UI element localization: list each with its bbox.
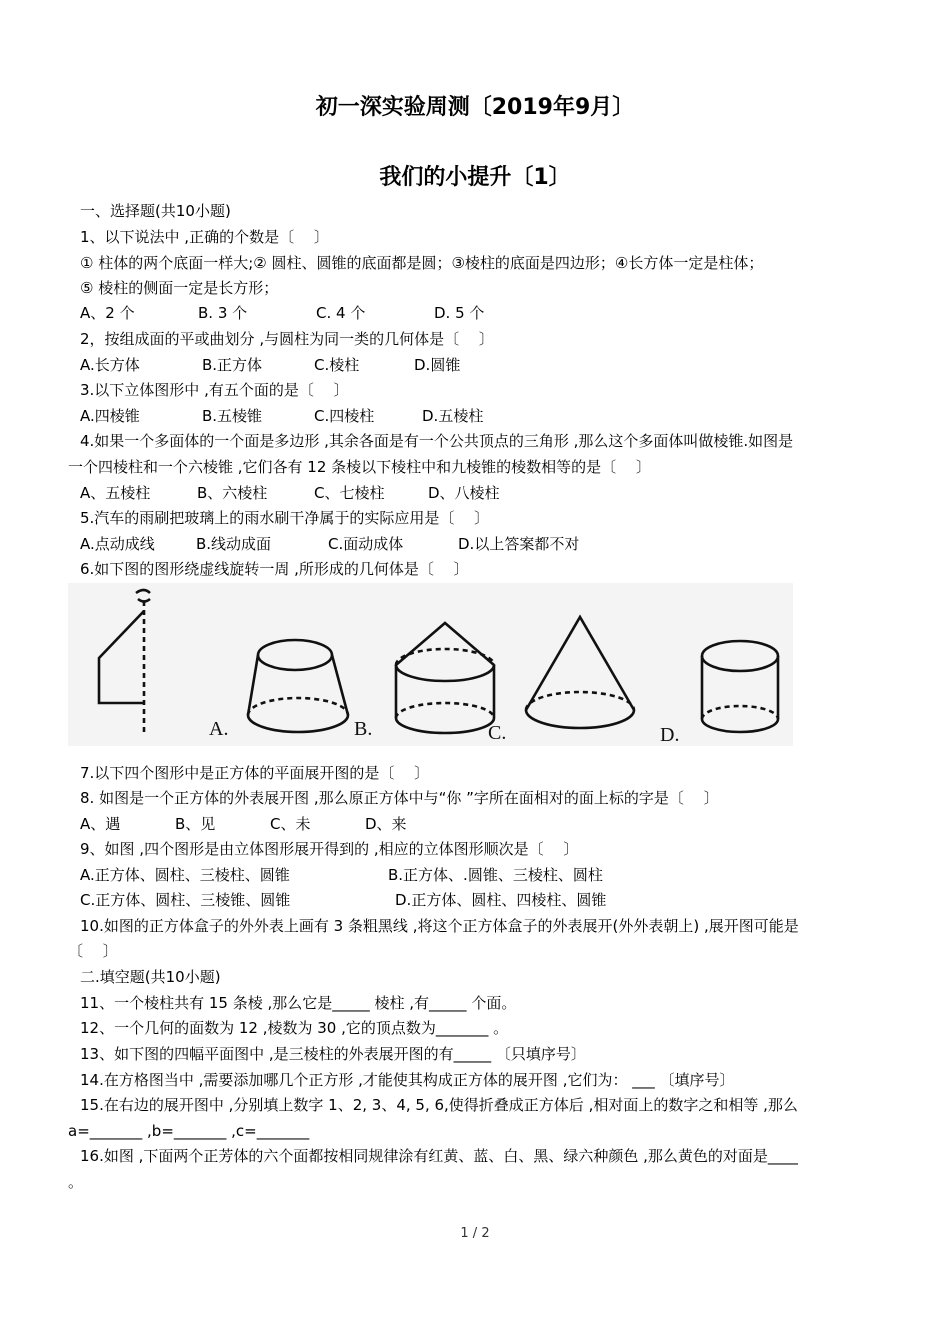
figure-label-b: B. <box>354 718 373 740</box>
section-fill-in: 二.填空题(共10小题) <box>80 968 221 986</box>
figure-label-d: D. <box>660 724 680 746</box>
question-6: 6.如下图的图形绕虚线旋转一周 ,所形成的几何体是〔 〕 <box>80 560 469 578</box>
question-8: 8. 如图是一个正方体的外表展开图 ,那么原正方体中与“你 ”字所在面相对的面上标的字是〔 〕 <box>80 789 719 807</box>
question-1-options <box>80 303 484 323</box>
question-3-options <box>80 406 483 426</box>
option-b: B、见 <box>175 815 216 833</box>
question-2-options <box>80 355 460 375</box>
option-a: A、2 个 <box>80 304 135 322</box>
question-10-line-1: 10.如图的正方体盒子的外外表上画有 3 条粗黑线 ,将这个正方体盒子的外表展开(外外表朝上) ,展开图可能是 <box>80 917 799 935</box>
option-b: B.线动成面 <box>196 535 272 553</box>
option-b: B.正方体、.圆锥、三棱柱、圆柱 <box>388 866 603 884</box>
option-c: C. 4 个 <box>316 304 366 322</box>
option-a: A、遇 <box>80 815 121 833</box>
figure-label-c: C. <box>488 722 507 744</box>
option-d: D.正方体、圆柱、四棱柱、圆锥 <box>395 891 607 909</box>
option-b: B.正方体 <box>202 356 263 374</box>
question-4-options <box>80 483 500 503</box>
original-shape <box>99 590 150 735</box>
question-9-options-row-1 <box>80 865 603 885</box>
option-a: A.长方体 <box>80 356 140 374</box>
option-b: B.五棱锥 <box>202 407 263 425</box>
shape-c-cone <box>526 617 634 728</box>
page-subtitle: 我们的小提升〔1〕 <box>379 165 571 190</box>
question-12: 12、一个几何的面数为 12 ,棱数为 30 ,它的顶点数为_______ 。 <box>80 1019 509 1037</box>
option-d: D.五棱柱 <box>422 407 484 425</box>
option-b: B. 3 个 <box>198 304 248 322</box>
question-1-statement-2: ⑤ 棱柱的侧面一定是长方形； <box>80 279 279 297</box>
question-14: 14.在方格图当中 ,需要添加哪几个正方形 ,才能使其构成正方体的展开图 ,它们为： ___ 〔填序号〕 <box>80 1071 735 1089</box>
figure-label-a: A. <box>209 718 229 740</box>
question-2: 2，按组成面的平或曲划分 ,与圆柱为同一类的几何体是〔 〕 <box>80 330 494 348</box>
option-d: D.以上答案都不对 <box>458 535 580 553</box>
option-a: A.正方体、圆柱、三棱柱、圆锥 <box>80 866 290 884</box>
option-a: A.点动成线 <box>80 535 155 553</box>
shape-b-cone-cylinder <box>396 623 494 733</box>
option-c: C、七棱柱 <box>314 484 385 502</box>
question-1: 1、以下说法中 ,正确的个数是〔 〕 <box>80 228 329 246</box>
rotation-figure-svg <box>68 583 793 746</box>
question-7: 7.以下四个图形中是正方体的平面展开图的是〔 〕 <box>80 764 430 782</box>
option-b: B、六棱柱 <box>197 484 268 502</box>
option-c: C.面动成体 <box>328 535 404 553</box>
question-9-options-row-2 <box>80 890 606 910</box>
option-d: D. 5 个 <box>434 304 485 322</box>
rotation-arrow-icon <box>136 590 150 602</box>
shape-d-cylinder <box>702 641 778 732</box>
question-4-line-2: 一个四棱柱和一个六棱锥 ,它们各有 12 条棱以下棱柱中和九棱锥的棱数相等的是〔 〕 <box>68 458 651 476</box>
question-13: 13、如下图的四幅平面图中 ,是三棱柱的外表展开图的有_____ 〔只填序号〕 <box>80 1045 586 1063</box>
question-3: 3.以下立体图形中 ,有五个面的是〔 〕 <box>80 381 349 399</box>
option-d: D、来 <box>365 815 407 833</box>
question-4-line-1: 4.如果一个多面体的一个面是多边形 ,其余各面是有一个公共顶点的三角形 ,那么这个多面体叫做棱锥.如图是 <box>80 432 794 450</box>
option-c: C.正方体、圆柱、三棱锥、圆锥 <box>80 891 291 909</box>
page-title: 初一深实验周测〔2019年9月〕 <box>315 95 635 120</box>
question-5: 5.汽车的雨刷把玻璃上的雨水刷干净属于的实际应用是〔 〕 <box>80 509 490 527</box>
option-c: C.四棱柱 <box>314 407 375 425</box>
shape-a-frustum <box>248 640 348 732</box>
question-16-line-1: 16.如图 ,下面两个正芳体的六个面都按相同规律涂有红黄、蓝、白、黑、绿六种颜色 ,那么黄色的对面是____ <box>80 1147 798 1165</box>
option-d: D、八棱柱 <box>428 484 500 502</box>
question-9: 9、如图 ,四个图形是由立体图形展开得到的 ,相应的立体图形顺次是〔 〕 <box>80 840 579 858</box>
question-1-statement-1: ① 柱体的两个底面一样大;② 圆柱、圆锥的底面都是圆；③棱柱的底面是四边形；④长方体一定是柱体； <box>80 254 764 272</box>
question-11: 11、一个棱柱共有 15 条棱 ,那么它是_____ 棱柱 ,有_____ 个面。 <box>80 994 517 1012</box>
question-15-line-1: 15.在右边的展开图中 ,分别填上数字 1、2, 3、4, 5, 6,使得折叠成正方体后 ,相对面上的数字之和相等 ,那么 <box>80 1096 798 1114</box>
question-8-options <box>80 814 407 834</box>
option-c: C、未 <box>270 815 311 833</box>
page-number: 1 / 2 <box>460 1226 490 1241</box>
question-5-options <box>80 534 579 554</box>
option-c: C.棱柱 <box>314 356 360 374</box>
question-6-figure <box>68 583 793 746</box>
option-a: A.四棱锥 <box>80 407 140 425</box>
question-15-line-2: a=_______ ,b=_______ ,c=_______ <box>68 1122 310 1140</box>
question-16-line-2: 。 <box>68 1173 84 1191</box>
option-d: D.圆锥 <box>414 356 461 374</box>
question-10-line-2: 〔 〕 <box>68 942 118 960</box>
trapezoid-shape <box>99 611 144 703</box>
section-choice: 一、选择题(共10小题) <box>80 202 231 220</box>
option-a: A、五棱柱 <box>80 484 151 502</box>
